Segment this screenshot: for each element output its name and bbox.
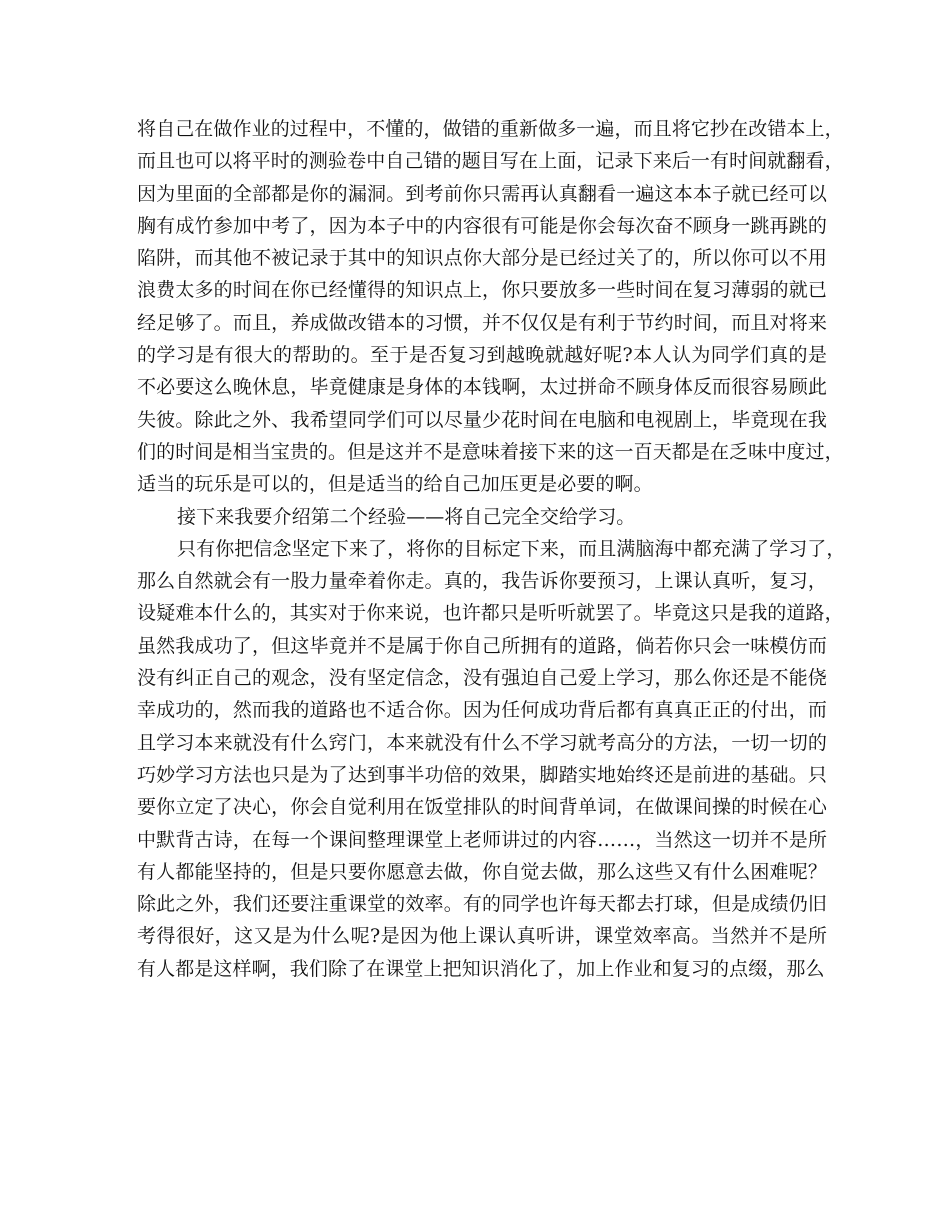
text-line: 要你立定了决心，你会自觉利用在饭堂排队的时间背单词，在做课间操的时候在心 (137, 796, 827, 819)
text-line: 浪费太多的时间在你已经懂得的知识点上，你只要放多一些时间在复习薄弱的就已 (137, 279, 827, 302)
text-line: 考得很好，这又是为什么呢?是因为他上课认真听讲，课堂效率高。当然并不是所 (137, 925, 827, 948)
text-line: 只有你把信念坚定下来了，将你的目标定下来，而且满脑海中都充满了学习了， (177, 537, 846, 560)
body-text (137, 113, 846, 985)
text-line: 因为里面的全部都是你的漏洞。到考前你只需再认真翻看一遍这本本子就已经可以 (137, 182, 827, 205)
text-line: 中默背古诗，在每一个课间整理课堂上老师讲过的内容……，当然这一切并不是所 (137, 828, 827, 851)
text-line: 失彼。除此之外、我希望同学们可以尽量少花时间在电脑和电视剧上，毕竟现在我 (137, 408, 827, 431)
text-line: 有人都是这样啊，我们除了在课堂上把知识消化了，加上作业和复习的点缀，那么 (137, 957, 825, 980)
text-line: 不必要这么晚休息，毕竟健康是身体的本钱啊，太过拼命不顾身体反而很容易顾此 (137, 376, 827, 399)
text-line: 设疑难本什么的，其实对于你来说，也许都只是听听就罢了。毕竟这只是我的道路， (137, 602, 844, 625)
text-line: 经足够了。而且，养成做改错本的习惯，并不仅仅是有利于节约时间，而且对将来 (137, 311, 827, 334)
text-line: 有人都能坚持的，但是只要你愿意去做，你自觉去做，那么这些又有什么困难呢？ (137, 860, 827, 883)
text-line: 们的时间是相当宝贵的。但是这并不是意味着接下来的这一百天都是在乏味中度过， (137, 440, 844, 463)
text-line: 接下来我要介绍第二个经验——将自己完全交给学习。 (177, 505, 636, 528)
text-line: 且学习本来就没有什么窍门，本来就没有什么不学习就考高分的方法，一切一切的 (137, 731, 827, 754)
text-line: 除此之外，我们还要注重课堂的效率。有的同学也许每天都去打球，但是成绩仍旧 (137, 893, 827, 916)
text-line: 适当的玩乐是可以的，但是适当的给自己加压更是必要的啊。 (137, 473, 653, 496)
text-line: 胸有成竹参加中考了，因为本子中的内容很有可能是你会每次奋不顾身一跳再跳的 (137, 214, 827, 237)
paragraph (137, 113, 844, 501)
paragraph (137, 533, 846, 985)
text-line: 将自己在做作业的过程中，不懂的，做错的重新做多一遍，而且将它抄在改错本上， (137, 118, 844, 140)
text-line: 的学习是有很大的帮助的。至于是否复习到越晚就越好呢?本人认为同学们真的是 (137, 344, 827, 367)
text-line: 而且也可以将平时的测验卷中自己错的题目写在上面，记录下来后一有时间就翻看， (137, 150, 844, 173)
text-line: 虽然我成功了，但这毕竟并不是属于你自己所拥有的道路，倘若你只会一味模仿而 (137, 634, 827, 657)
text-line: 没有纠正自己的观念，没有坚定信念，没有强迫自己爱上学习，那么你还是不能侥 (137, 667, 827, 690)
paragraph (137, 501, 827, 533)
text-line: 幸成功的，然而我的道路也不适合你。因为任何成功背后都有真真正正的付出，而 (137, 699, 827, 722)
text-line: 陷阱，而其他不被记录于其中的知识点你大部分是已经过关了的，所以你可以不用 (137, 247, 827, 270)
text-line: 那么自然就会有一股力量牵着你走。真的，我告诉你要预习，上课认真听，复习， (137, 570, 827, 593)
text-line: 巧妙学习方法也只是为了达到事半功倍的效果，脚踏实地始终还是前进的基础。只 (137, 763, 827, 786)
